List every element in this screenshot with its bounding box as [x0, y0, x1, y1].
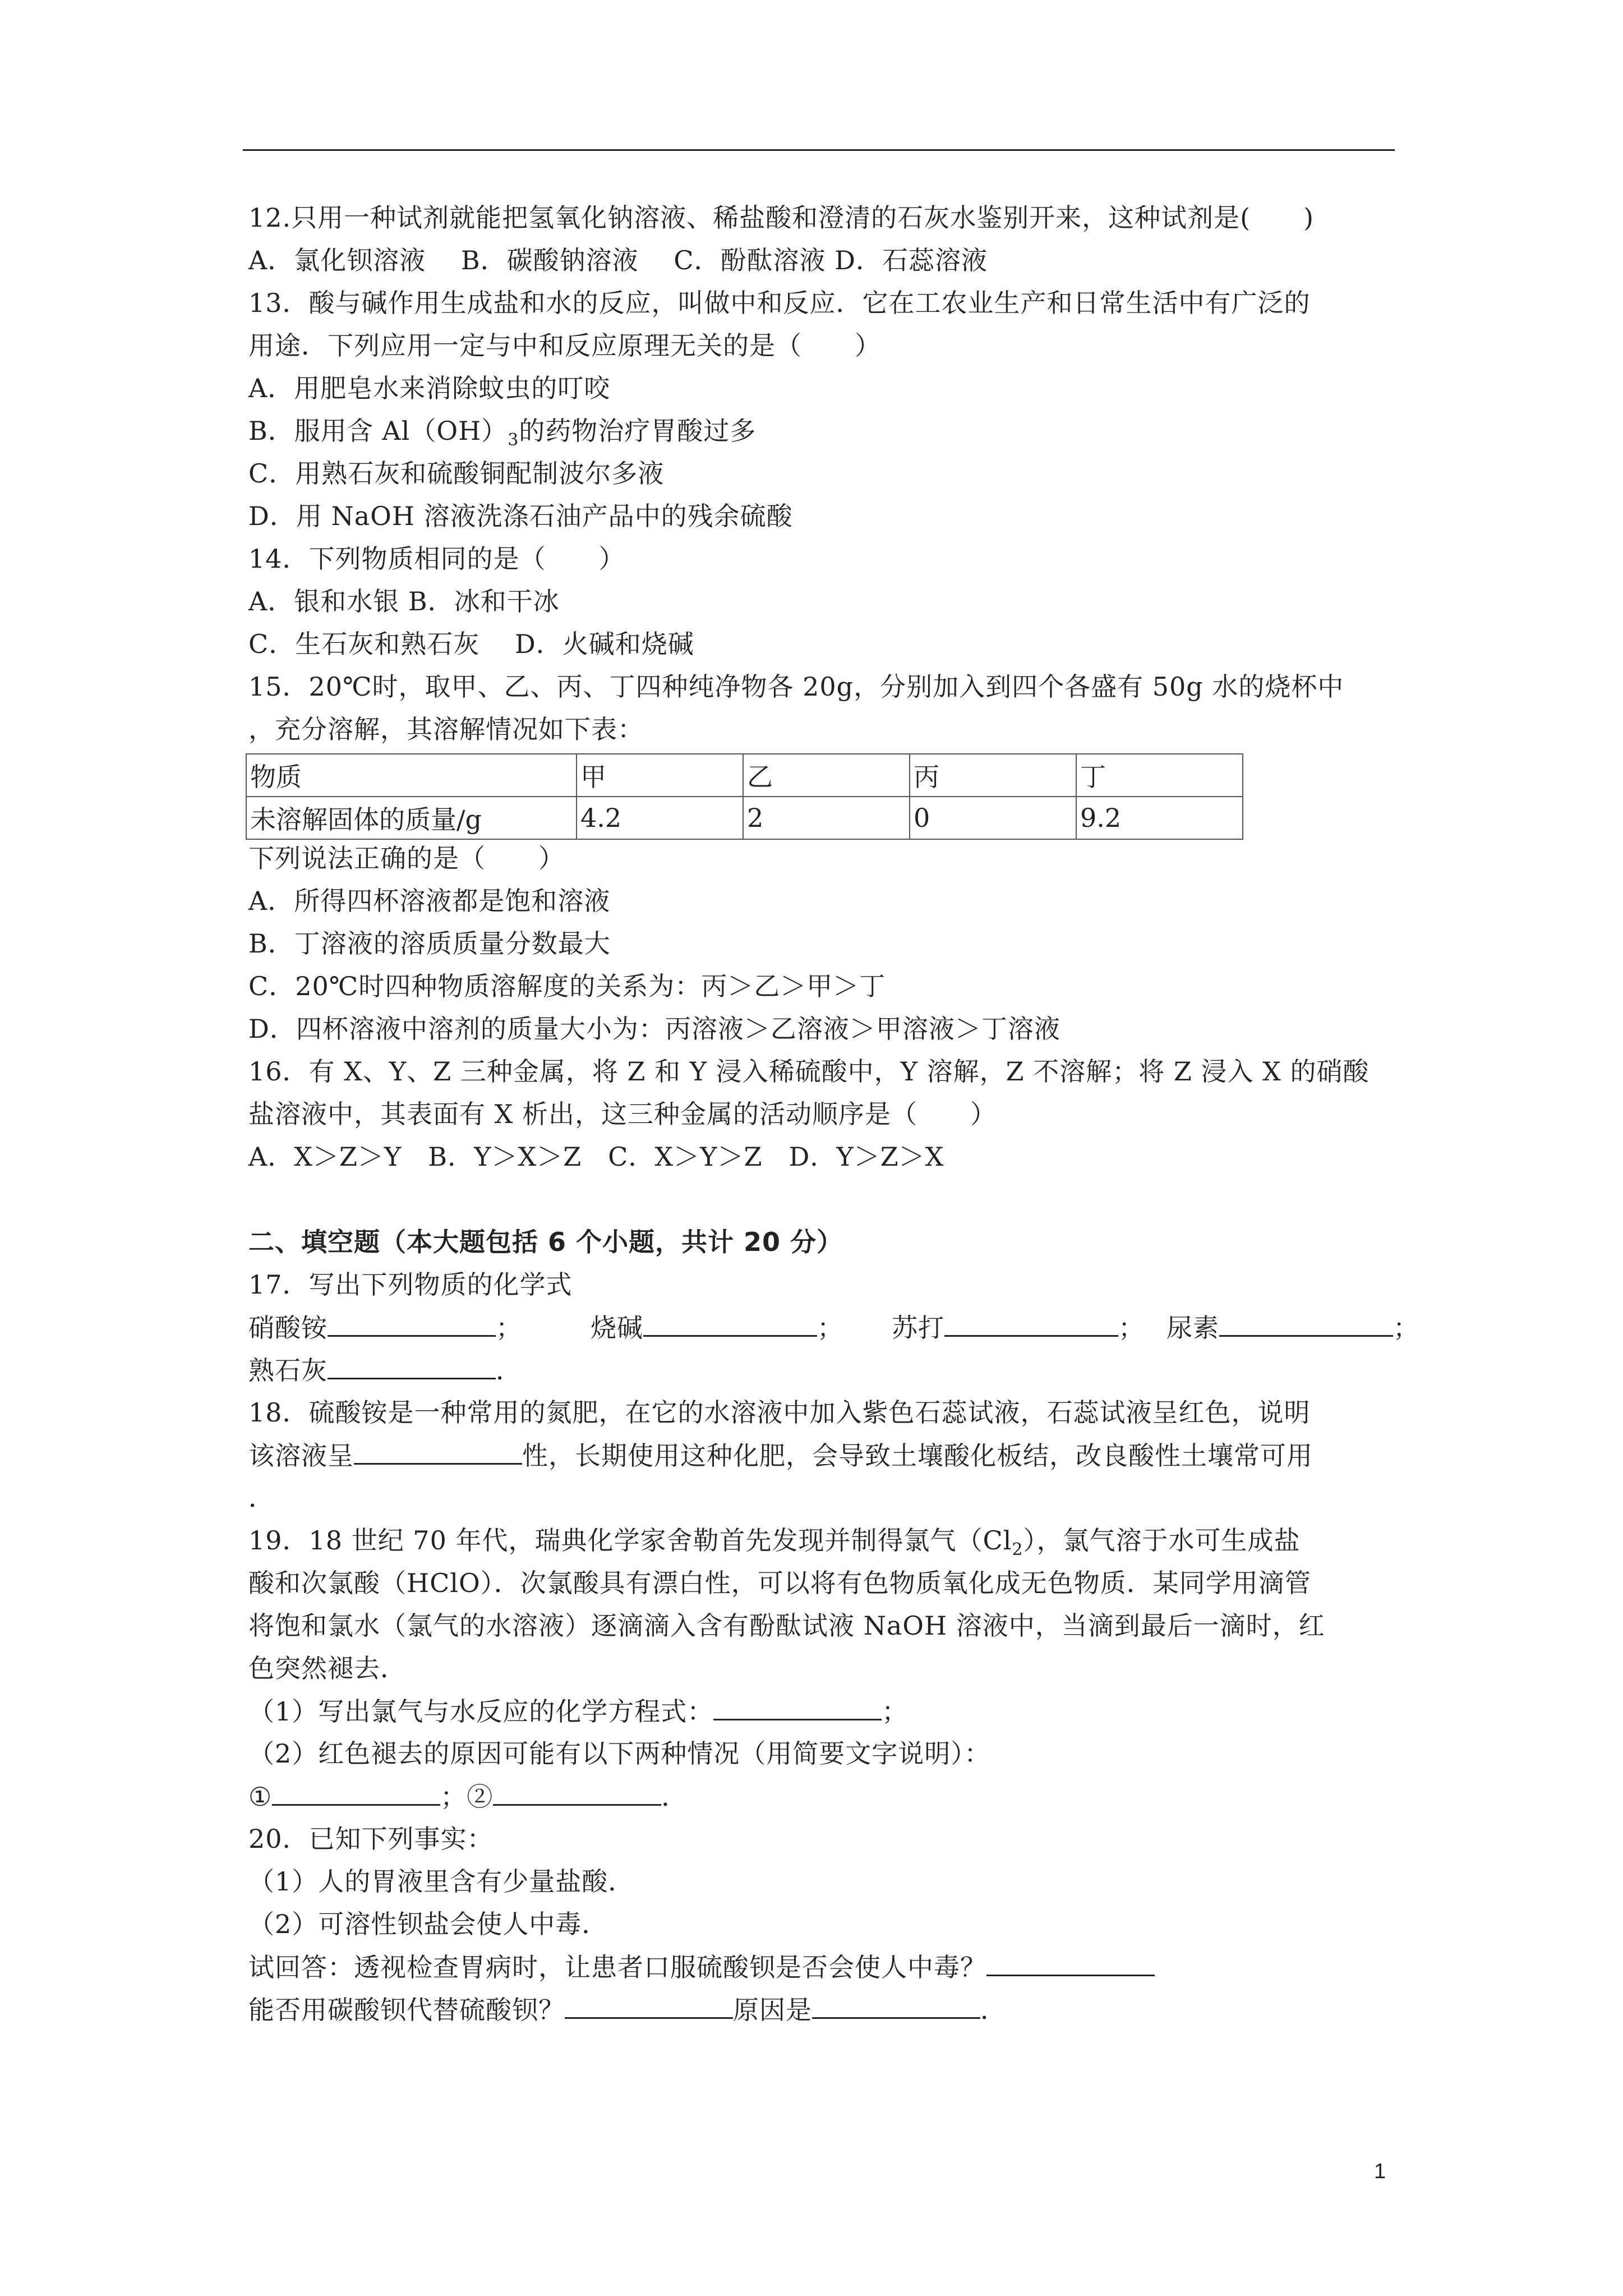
circled-one: ①	[248, 1782, 273, 1812]
q20-stem: 20．已知下列事实：	[248, 1824, 494, 1854]
q13-stem-line1: 13．酸与碱作用生成盐和水的反应，叫做中和反应．它在工农业生产和日常生活中有广泛的	[248, 288, 1311, 318]
answer-blank[interactable]	[493, 1779, 661, 1806]
q19-line1	[248, 1524, 1300, 1567]
table-cell: 甲	[577, 754, 743, 797]
q19-line3: 将饱和氯水（氯气的水溶液）逐滴滴入含有酚酞试液 NaOH 溶液中，当滴到最后一滴时，红	[248, 1611, 1325, 1641]
table-header-row	[246, 754, 1243, 797]
q15-stem-line1: 15．20℃时，取甲、乙、丙、丁四种纯净物各 20g，分别加入到四个各盛有 50g 水的烧杯中	[248, 671, 1344, 702]
q17-stem: 17．写出下列物质的化学式	[248, 1269, 573, 1300]
q18-line2	[248, 1438, 1313, 1473]
q17-item-3-label: 苏打	[892, 1313, 944, 1343]
q13-option-b-subscript: 3	[508, 430, 519, 450]
table-cell: 丙	[910, 754, 1076, 797]
answer-blank[interactable]	[713, 1694, 882, 1720]
answer-blank[interactable]	[944, 1310, 1118, 1337]
q14-options-cd: C．生石灰和熟石灰 D．火碱和烧碱	[248, 629, 694, 659]
q17-item-2-label: 烧碱	[591, 1313, 643, 1343]
q19-sub1	[248, 1694, 908, 1728]
separator: ；	[1118, 1313, 1145, 1343]
q20-question-2	[248, 1993, 1007, 2027]
q15-prompt: 下列说法正确的是（ ）	[248, 843, 565, 873]
table-cell: 2	[743, 797, 910, 839]
q14-options-ab: A．银和水银 B．冰和干冰	[248, 586, 560, 616]
q15-stem-line2: ，充分溶解，其溶解情况如下表：	[248, 714, 644, 744]
separator: ；	[882, 1696, 909, 1727]
answer-blank[interactable]	[354, 1438, 522, 1465]
q18-line3: ．	[248, 1483, 275, 1513]
q19-sub2: （2）红色褪去的原因可能有以下两种情况（用简要文字说明）：	[248, 1738, 991, 1769]
period: ．	[496, 1355, 522, 1386]
q12-options: A．氯化钡溶液 B．碳酸钠溶液 C．酚酞溶液 D．石蕊溶液	[248, 245, 988, 275]
separator: ；	[817, 1313, 843, 1343]
period: ．	[980, 1995, 1007, 2025]
period: ．	[661, 1782, 688, 1812]
solubility-table	[246, 753, 1243, 840]
answer-blank[interactable]	[986, 1950, 1155, 1976]
q17-item-1-label: 硝酸铵	[248, 1313, 328, 1343]
q15-option-b: B．丁溶液的溶质质量分数最大	[248, 928, 611, 959]
q19-line1-pre: 19．18 世纪 70 年代，瑞典化学家舍勒首先发现并制得氯气（Cl	[248, 1525, 1012, 1556]
q16-stem-line2: 盐溶液中，其表面有 X 析出，这三种金属的活动顺序是（ ）	[248, 1099, 997, 1129]
answer-blank[interactable]	[328, 1353, 496, 1379]
q15-option-a: A．所得四杯溶液都是饱和溶液	[248, 886, 611, 916]
q16-stem-line1: 16．有 X、Y、Z 三种金属，将 Z 和 Y 浸入稀硫酸中，Y 溶解，Z 不溶解；将 Z 浸入 X 的硝酸	[248, 1056, 1370, 1087]
q18-line2-pre: 该溶液呈	[248, 1441, 354, 1471]
table-cell: 未溶解固体的质量/g	[246, 797, 577, 839]
circled-two-separator: ；②	[440, 1782, 494, 1812]
q13-option-d: D．用 NaOH 溶液洗涤石油产品中的残余硫酸	[248, 501, 793, 531]
answer-blank[interactable]	[812, 1993, 980, 2019]
q13-option-b-post: 的药物治疗胃酸过多	[519, 416, 757, 446]
q19-sub2-answers	[248, 1779, 688, 1814]
q19-line1-post: ），氯气溶于水可生成盐	[1023, 1525, 1301, 1556]
q13-option-c: C．用熟石灰和硫酸铜配制波尔多液	[248, 458, 665, 489]
q17-item-4-label: 尿素	[1166, 1313, 1219, 1343]
q14-stem: 14．下列物质相同的是（ ）	[248, 544, 625, 574]
q17-item-4	[1166, 1310, 1419, 1345]
answer-blank[interactable]	[643, 1310, 817, 1337]
table-cell: 4.2	[577, 797, 743, 839]
q19-line1-subscript: 2	[1012, 1540, 1023, 1559]
answer-blank[interactable]	[565, 1993, 733, 2019]
q20-fact-2: （2）可溶性钡盐会使人中毒．	[248, 1909, 608, 1939]
q20-question-1	[248, 1950, 1155, 1984]
q18-line2-post: 性，长期使用这种化肥，会导致土壤酸化板结，改良酸性土壤常可用	[522, 1441, 1313, 1471]
q20-fact-1: （1）人的胃液里含有少量盐酸．	[248, 1866, 635, 1897]
table-cell: 0	[910, 797, 1076, 839]
table-cell: 丁	[1076, 754, 1243, 797]
q17-item-5	[248, 1353, 522, 1387]
q13-option-b	[248, 414, 756, 457]
section-title: 二、填空题（本大题包括 6 个小题，共计 20 分）	[248, 1227, 843, 1257]
table-cell: 物质	[246, 754, 577, 797]
table-cell: 9.2	[1076, 797, 1243, 839]
answer-blank[interactable]	[1219, 1310, 1393, 1337]
q17-item-3	[892, 1310, 1145, 1345]
answer-blank[interactable]	[328, 1310, 496, 1337]
q18-line1: 18．硫酸铵是一种常用的氮肥，在它的水溶液中加入紫色石蕊试液，石蕊试液呈红色，说明	[248, 1397, 1311, 1428]
q19-line2: 酸和次氯酸（HClO）．次氯酸具有漂白性，可以将有色物质氧化成无色物质．某同学用滴管	[248, 1568, 1311, 1598]
q13-option-a: A．用肥皂水来消除蚊虫的叮咬	[248, 373, 611, 403]
header-rule	[243, 149, 1395, 151]
q17-item-1	[248, 1310, 522, 1345]
table-row	[246, 797, 1243, 839]
separator: ；	[496, 1313, 522, 1343]
answer-blank[interactable]	[272, 1779, 440, 1806]
q20-question-2-pre: 能否用碳酸钡代替硫酸钡？	[248, 1995, 565, 2025]
q19-sub1-text: （1）写出氯气与水反应的化学方程式：	[248, 1696, 714, 1727]
q13-stem-line2: 用途．下列应用一定与中和反应原理无关的是（ ）	[248, 330, 881, 361]
q20-question-1-text: 试回答：透视检查胃病时，让患者口服硫酸钡是否会使人中毒？	[248, 1952, 986, 1982]
table-cell: 乙	[743, 754, 910, 797]
q15-option-d: D．四杯溶液中溶剂的质量大小为：丙溶液＞乙溶液＞甲溶液＞丁溶液	[248, 1014, 1061, 1044]
q17-item-5-label: 熟石灰	[248, 1355, 328, 1386]
q12-stem: 12.只用一种试剂就能把氢氧化钠溶液、稀盐酸和澄清的石灰水鉴别开来，这种试剂是( )	[248, 203, 1315, 233]
q19-line4: 色突然褪去．	[248, 1653, 407, 1683]
q16-options: A．X＞Z＞Y B．Y＞X＞Z C．X＞Y＞Z D．Y＞Z＞X	[248, 1142, 944, 1172]
q17-item-2	[591, 1310, 843, 1345]
page-number: 1	[1374, 2160, 1386, 2183]
separator: ；	[1393, 1313, 1419, 1343]
q20-question-2-mid: 原因是	[733, 1995, 812, 2025]
q15-option-c: C．20℃时四种物质溶解度的关系为：丙＞乙＞甲＞丁	[248, 971, 886, 1001]
q13-option-b-pre: B．服用含 Al（OH）	[248, 416, 508, 446]
